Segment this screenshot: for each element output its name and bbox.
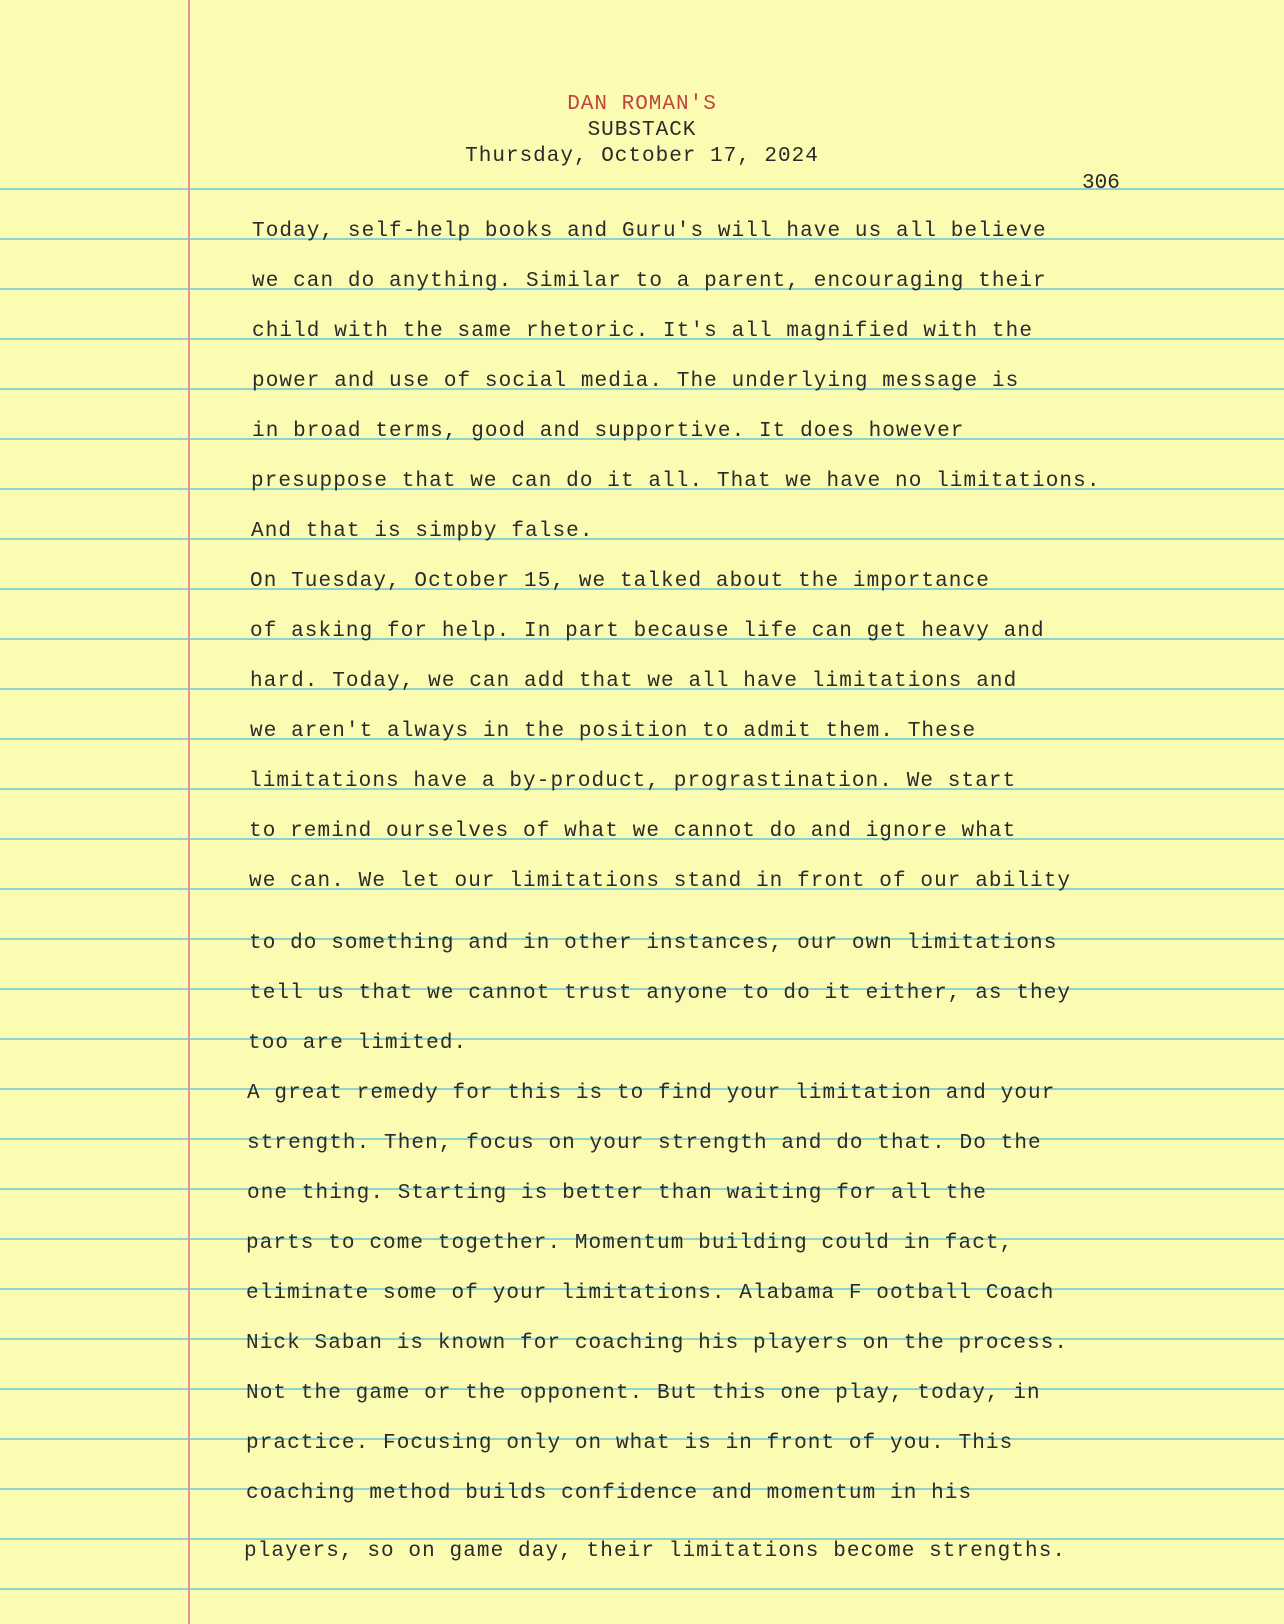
header-author: DAN ROMAN'S [567,93,717,116]
text-line: Not the game or the opponent. But this one play, today, in [246,1382,1041,1405]
text-line: players, so on game day, their limitations become strengths. [244,1540,1067,1563]
text-line: power and use of social media. The underlying message is [252,370,1020,393]
text-line: presuppose that we can do it all. That we have no limitations. [251,470,1101,493]
text-line: we can. We let our limitations stand in front of our ability [249,870,1072,893]
text-line: one thing. Starting is better than waiting for all the [247,1182,987,1205]
text-line: tell us that we cannot trust anyone to do it either, as they [249,982,1072,1005]
text-line: And that is simpby false. [251,520,594,543]
header-publication: SUBSTACK [587,119,697,142]
text-line: of asking for help. In part because life can get heavy and [250,620,1045,643]
header-date: Thursday, October 17, 2024 [465,145,819,168]
text-line: to do something and in other instances, our own limitations [249,932,1058,955]
text-line: we can do anything. Similar to a parent, encouraging their [252,270,1047,293]
text-line: limitations have a by-product, prograstination. We start [249,770,1017,793]
margin-line [188,0,190,1624]
text-line: in broad terms, good and supportive. It does however [252,420,965,443]
text-line: parts to come together. Momentum building could in fact, [246,1232,1014,1255]
text-line: A great remedy for this is to find your limitation and your [247,1082,1056,1105]
text-line: practice. Focusing only on what is in front of you. This [246,1432,1014,1455]
text-line: eliminate some of your limitations. Alabama F ootball Coach [246,1282,1055,1305]
page-number: 306 [1082,172,1120,195]
text-line: On Tuesday, October 15, we talked about the importance [250,570,990,593]
text-line: hard. Today, we can add that we all have limitations and [250,670,1018,693]
text-line: to remind ourselves of what we cannot do and ignore what [249,820,1017,843]
rule-line [0,1588,1284,1590]
text-line: Today, self-help books and Guru's will have us all believe [252,220,1047,243]
rule-line [0,538,1284,540]
text-line: strength. Then, focus on your strength and do that. Do the [247,1132,1042,1155]
text-line: coaching method builds confidence and momentum in his [246,1482,973,1505]
rule-line [0,1038,1284,1040]
text-line: we aren't always in the position to admit them. These [250,720,977,743]
text-line: Nick Saban is known for coaching his players on the process. [246,1332,1069,1355]
text-line: child with the same rhetoric. It's all magnified with the [252,320,1034,343]
text-line: too are limited. [248,1032,468,1055]
